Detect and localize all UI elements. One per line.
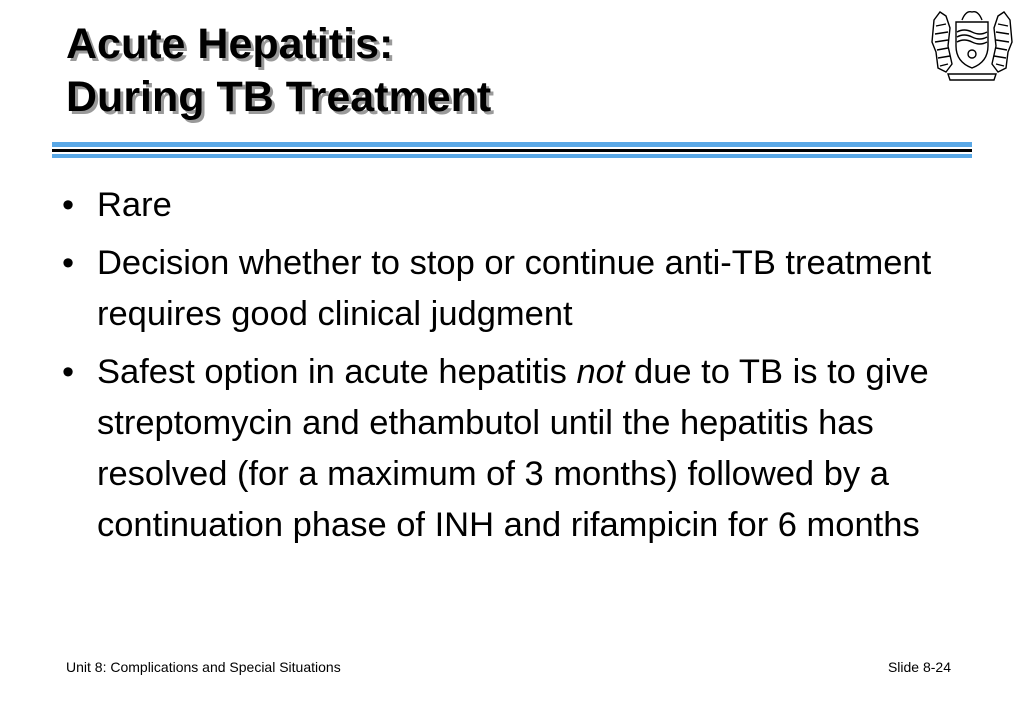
bullet-marker: • bbox=[62, 244, 75, 282]
title-line-1: Acute Hepatitis: bbox=[66, 20, 394, 68]
divider-line-blue-top bbox=[52, 142, 972, 147]
footer-slide-number: Slide 8-24 bbox=[887, 659, 951, 675]
bullet-marker: • bbox=[62, 353, 75, 391]
bullet-emphasis: not bbox=[576, 353, 625, 391]
slide-title bbox=[66, 18, 491, 124]
divider-line-black bbox=[52, 149, 972, 152]
bullet-list bbox=[62, 180, 962, 558]
footer-unit-label: Unit 8: Complications and Special Situations bbox=[66, 659, 341, 675]
bullet-item bbox=[62, 347, 962, 551]
bullet-text: Rare bbox=[97, 186, 172, 224]
bullet-item bbox=[62, 180, 962, 231]
coat-of-arms-icon bbox=[926, 6, 1018, 82]
bullet-text-start: Safest option in acute hepatitis bbox=[97, 353, 577, 391]
bullet-item bbox=[62, 238, 962, 340]
title-line-2: During TB Treatment bbox=[66, 73, 492, 121]
bullet-marker: • bbox=[62, 186, 75, 224]
divider-line-blue-bottom bbox=[52, 154, 972, 158]
title-divider bbox=[52, 142, 972, 160]
bullet-text-end: due to TB is to give streptomycin and ethambutol until the hepatitis has resolved (for a maximum of 3 months) followed by a continuation phase of INH and rifampicin for 6 months bbox=[97, 353, 929, 544]
bullet-text: Decision whether to stop or continue anti-TB treatment requires good clinical judgment bbox=[97, 244, 932, 333]
